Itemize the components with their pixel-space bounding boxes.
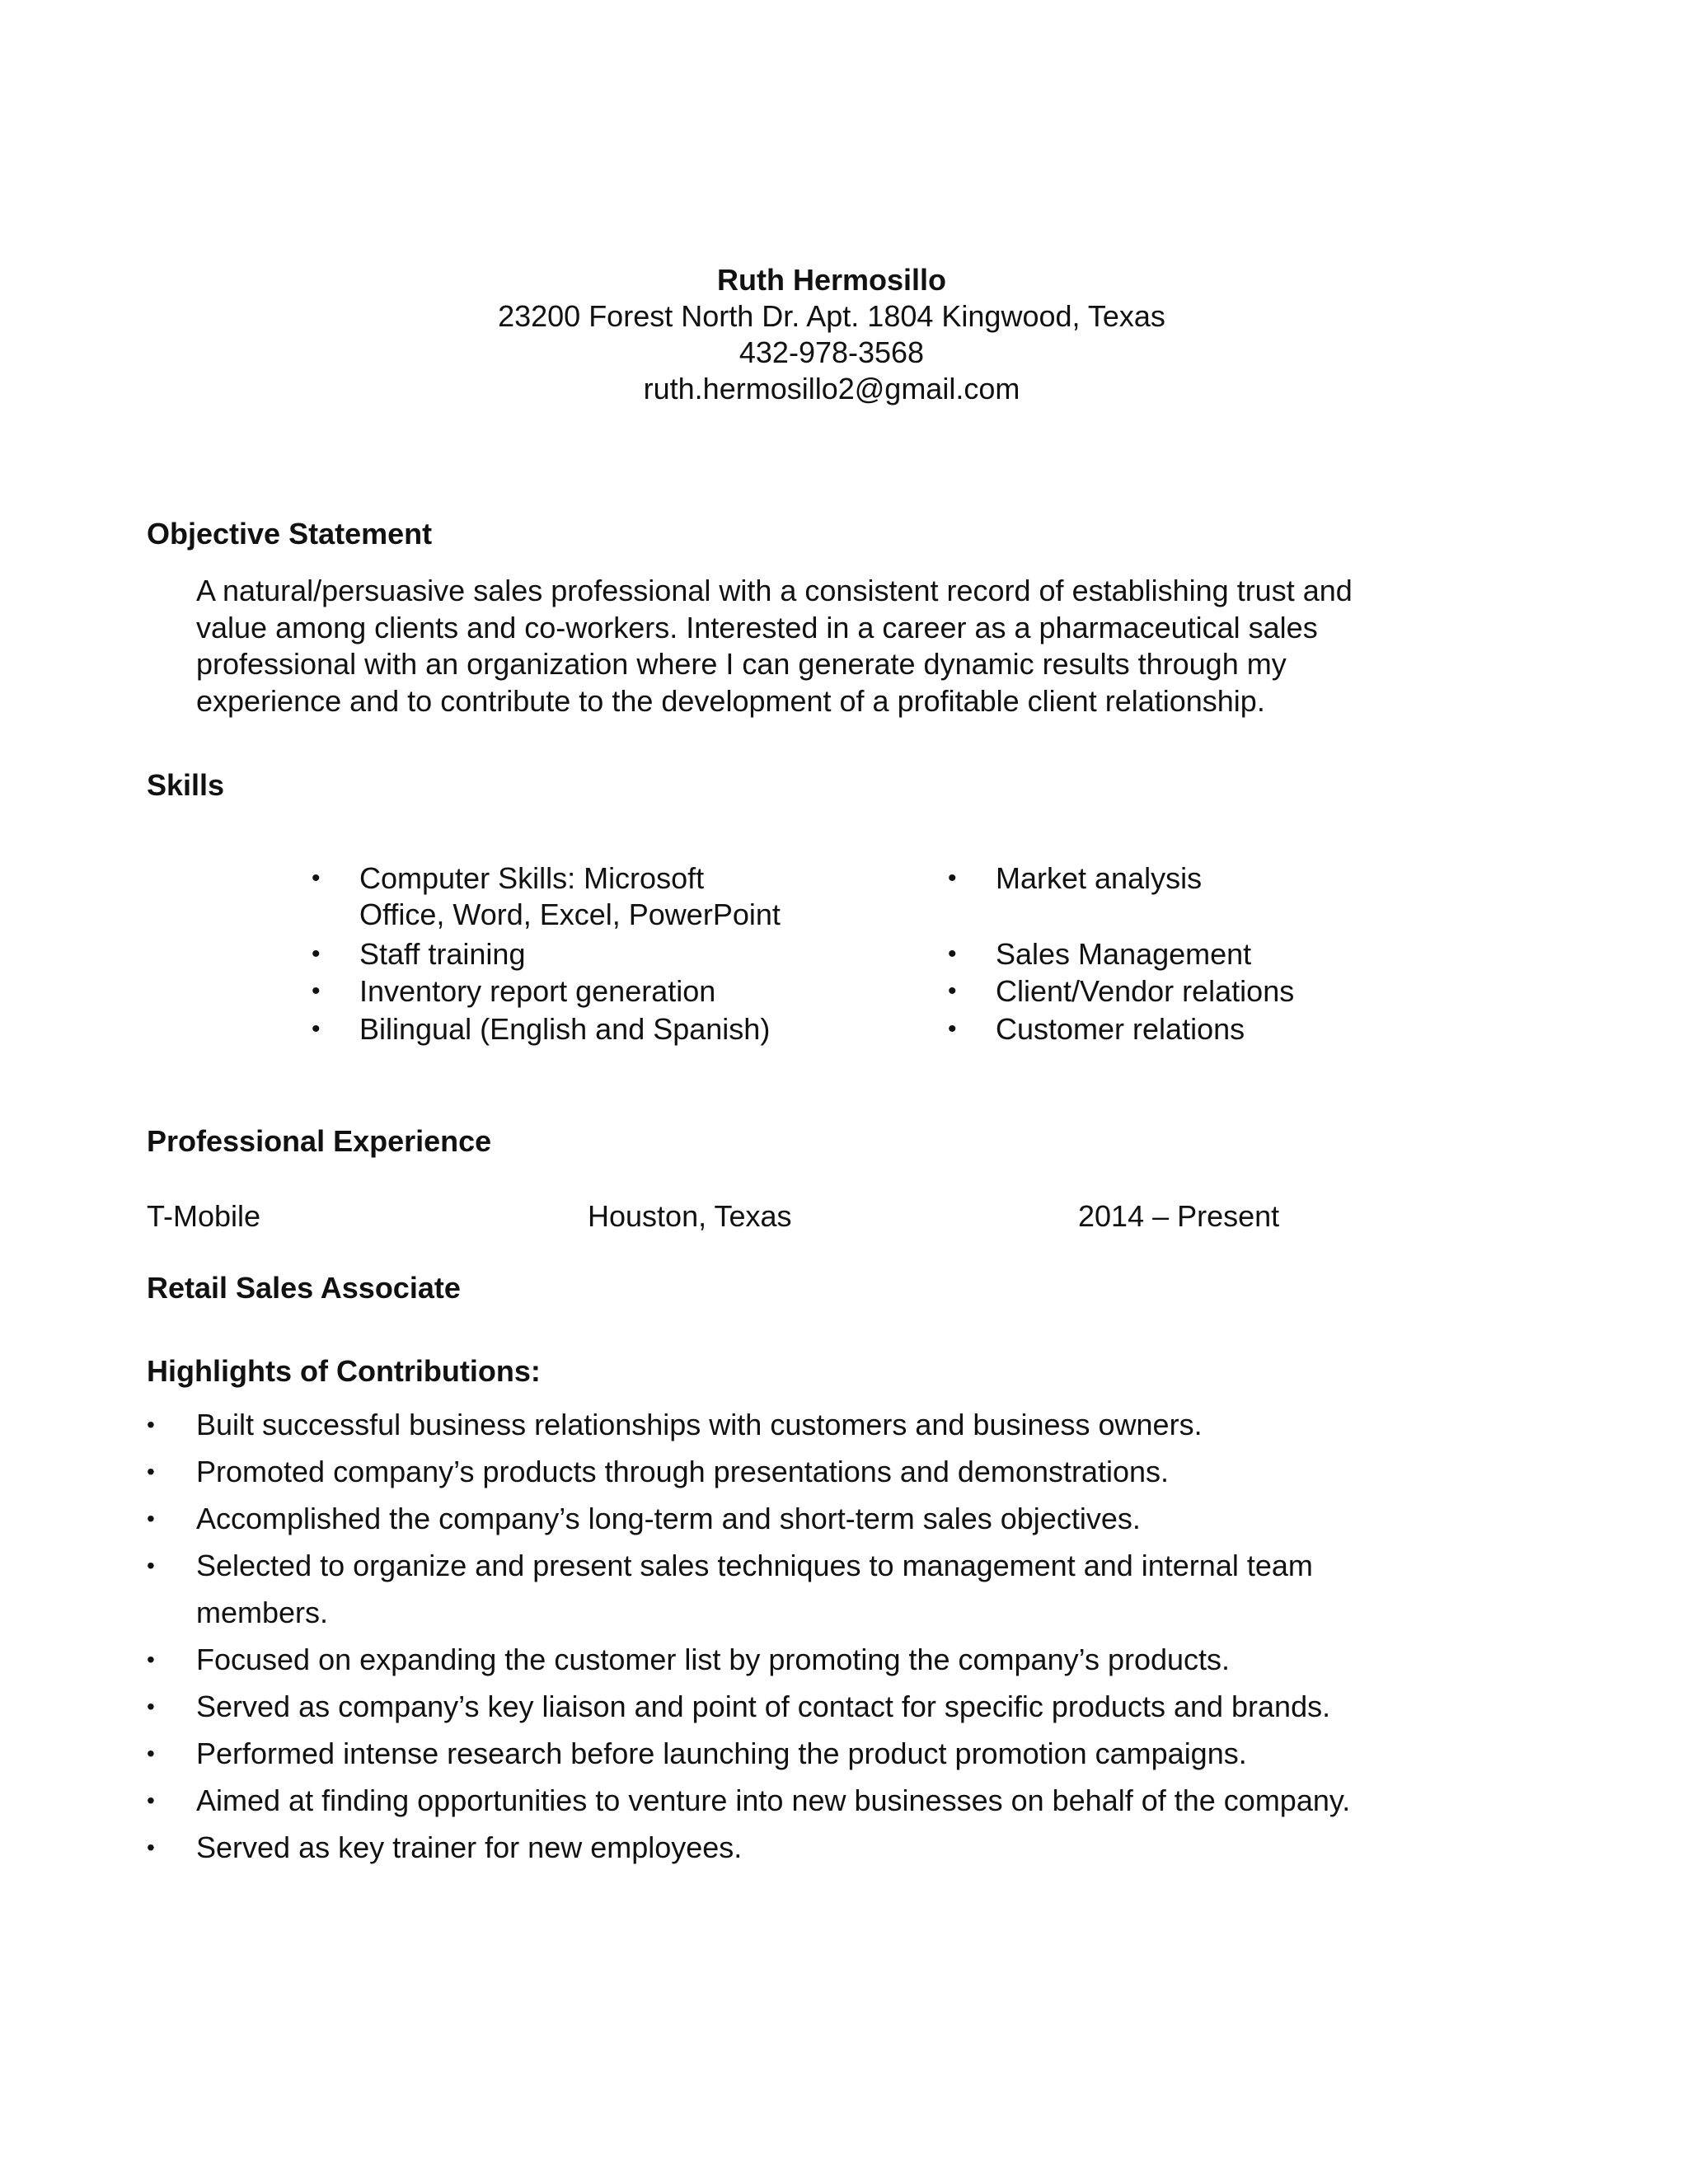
highlight-text: Promoted company’s products through presentations and demonstrations.: [196, 1455, 1170, 1488]
highlights-heading: Highlights of Contributions:: [147, 1354, 541, 1388]
bullet-icon: •: [312, 865, 321, 892]
skill-label: Sales Management: [996, 937, 1252, 971]
bullet-icon: •: [948, 977, 957, 1005]
skill-label: Office, Word, Excel, PowerPoint: [359, 898, 781, 931]
bullet-icon: •: [147, 1553, 155, 1578]
objective-heading: Objective Statement: [147, 517, 433, 551]
list-item: [147, 1730, 1465, 1777]
skills-heading: Skills: [147, 768, 225, 802]
objective-line: professional with an organization where I can generate dynamic results through my: [196, 647, 1287, 681]
objective-line: value among clients and co-workers. Interested in a career as a pharmaceutical sales: [196, 610, 1318, 644]
bullet-icon: •: [147, 1788, 155, 1813]
skill-label: Computer Skills: Microsoft: [359, 861, 705, 895]
highlight-text: Built successful business relationships with customers and business owners.: [196, 1408, 1203, 1441]
list-item: [147, 1777, 1465, 1824]
bullet-icon: •: [312, 1015, 321, 1043]
bullet-icon: •: [147, 1412, 155, 1437]
skill-label: Staff training: [359, 937, 526, 971]
candidate-name: Ruth Hermosillo: [716, 263, 946, 297]
bullet-icon: •: [147, 1835, 155, 1860]
objective-line: A natural/persuasive sales professional with a consistent record of establishing trust and: [196, 574, 1353, 607]
skill-label: Bilingual (English and Spanish): [359, 1012, 771, 1046]
experience-heading: Professional Experience: [147, 1124, 492, 1158]
highlight-text: Performed intense research before launching the product promotion campaigns.: [196, 1736, 1247, 1770]
bullet-icon: •: [147, 1741, 155, 1766]
skill-label: Client/Vendor relations: [996, 974, 1295, 1008]
list-item: [147, 1636, 1465, 1683]
objective-text: [196, 573, 1449, 719]
highlight-text: Selected to organize and present sales techniques to management and internal team members.: [196, 1549, 1313, 1629]
list-item: [147, 1824, 1465, 1871]
bullet-icon: •: [312, 940, 321, 968]
bullet-icon: •: [948, 940, 957, 968]
skill-label: Market analysis: [996, 861, 1203, 895]
bullet-icon: •: [948, 1015, 957, 1043]
highlight-text: Served as company’s key liaison and point of contact for specific products and brands.: [196, 1690, 1331, 1723]
highlight-text: Accomplished the company’s long-term and short-term sales objectives.: [196, 1502, 1141, 1535]
employer-location: Houston, Texas: [588, 1199, 792, 1233]
bullet-icon: •: [948, 865, 957, 892]
highlight-text: Aimed at finding opportunities to venture into new businesses on behalf of the company.: [196, 1783, 1351, 1817]
email-address: ruth.hermosillo2@gmail.com: [643, 372, 1020, 405]
objective-line: experience and to contribute to the development of a profitable client relationship.: [196, 683, 1265, 718]
phone-number: 432-978-3568: [738, 335, 925, 369]
address: 23200 Forest North Dr. Apt. 1804 Kingwood, Texas: [498, 299, 1165, 333]
employer-name: T-Mobile: [147, 1199, 261, 1233]
employment-dates: 2014 – Present: [1078, 1199, 1280, 1233]
highlight-text: Focused on expanding the customer list by promoting the company’s products.: [196, 1643, 1231, 1676]
bullet-icon: •: [147, 1506, 155, 1531]
bullet-icon: •: [147, 1647, 155, 1672]
bullet-icon: •: [312, 977, 321, 1005]
list-item: [147, 1683, 1465, 1730]
list-item: [147, 1448, 1465, 1495]
bullet-icon: •: [147, 1459, 155, 1484]
skill-label: Inventory report generation: [359, 974, 716, 1008]
list-item: [147, 1401, 1465, 1448]
highlights-list: [147, 1401, 1465, 1871]
contact-header: [0, 262, 1663, 407]
job-title: Retail Sales Associate: [147, 1271, 461, 1305]
bullet-icon: •: [147, 1694, 155, 1719]
skill-label: Customer relations: [996, 1012, 1245, 1046]
list-item: [147, 1542, 1383, 1636]
list-item: [147, 1495, 1465, 1542]
highlight-text: Served as key trainer for new employees.: [196, 1830, 743, 1864]
